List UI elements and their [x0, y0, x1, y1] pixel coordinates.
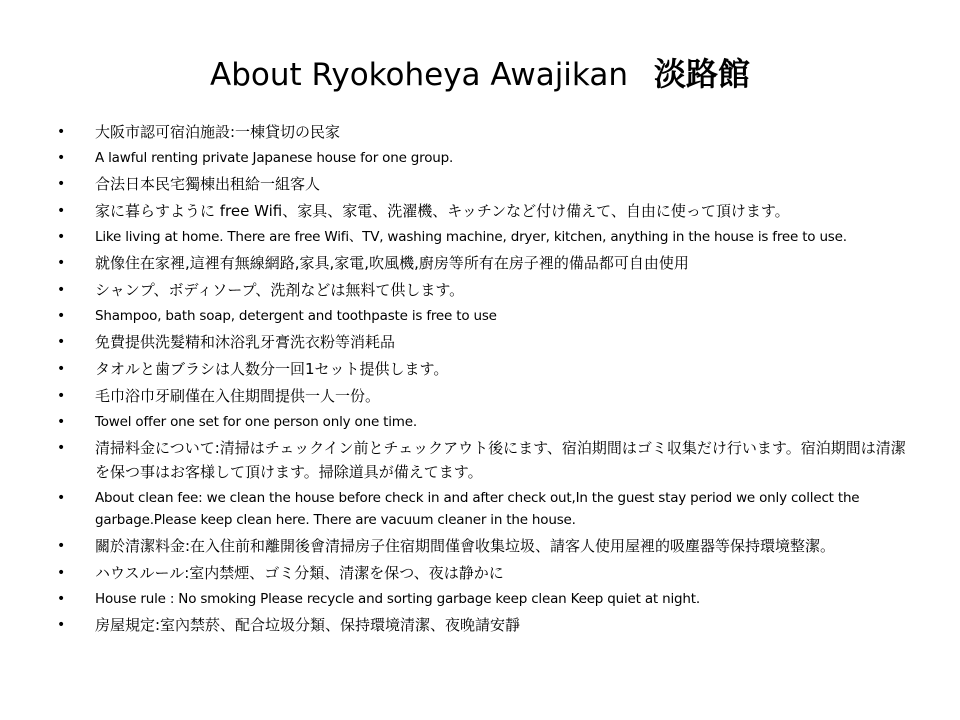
bullet-item: [0, 330, 960, 354]
bullet-item: [0, 613, 960, 637]
title-text: About Ryokoheya Awajikan: [210, 57, 628, 93]
bullet-item: [0, 147, 960, 169]
bullet-dot-icon: •: [57, 617, 66, 633]
bullet-text: 就像住在家裡,這裡有無線網路,家具,家電,吹風機,廚房等所有在房子裡的備品都可自由使用: [95, 254, 689, 272]
bullet-text: タオルと歯ブラシは人数分一回1セット提供します。: [95, 360, 449, 378]
bullet-item: [0, 172, 960, 196]
bullet-dot-icon: •: [57, 203, 66, 219]
bullet-dot-icon: •: [57, 361, 66, 377]
bullet-item: [0, 436, 960, 484]
bullet-text: Like living at home. There are free Wifi、TV, washing machine, dryer, kitchen, anything in the house is free to use.: [95, 229, 847, 245]
bullet-dot-icon: •: [57, 414, 66, 430]
bullet-item: [0, 487, 960, 531]
bullet-dot-icon: •: [57, 565, 66, 581]
bullet-item: [0, 561, 960, 585]
bullet-text: 毛巾浴巾牙刷僅在入住期間提供一人一份。: [95, 387, 381, 405]
bullet-list: [0, 120, 960, 640]
bullet-item: [0, 199, 960, 223]
bullet-text: Shampoo, bath soap, detergent and toothpaste is free to use: [95, 308, 497, 324]
bullet-dot-icon: •: [57, 591, 66, 607]
bullet-text: 房屋規定:室內禁菸、配合垃圾分類、保持環境清潔、夜晚請安靜: [95, 616, 521, 634]
bullet-item: [0, 305, 960, 327]
bullet-dot-icon: •: [57, 124, 66, 140]
bullet-dot-icon: •: [57, 176, 66, 192]
bullet-text: Towel offer one set for one person only one time.: [95, 414, 417, 430]
bullet-item: [0, 226, 960, 248]
bullet-text: 免費提供洗髮精和沐浴乳牙膏洗衣粉等消耗品: [95, 333, 396, 351]
bullet-item: [0, 588, 960, 610]
bullet-item: [0, 534, 960, 558]
bullet-dot-icon: •: [57, 255, 66, 271]
bullet-text: 關於清潔料金:在入住前和離開後會清掃房子住宿期間僅會收集垃圾、請客人使用屋裡的吸塵器等保持環境整潔。: [95, 537, 836, 555]
bullet-text: About clean fee: we clean the house before check in and after check out,In the guest stay period we only collect the garbage.Please keep clean here. There are vacuum cleaner in the house.: [95, 490, 860, 528]
bullet-dot-icon: •: [57, 538, 66, 554]
slide-title: [0, 54, 960, 95]
bullet-item: [0, 278, 960, 302]
title-kanji: 淡路館: [653, 55, 750, 93]
bullet-text: A lawful renting private Japanese house for one group.: [95, 150, 454, 166]
bullet-dot-icon: •: [57, 440, 66, 456]
bullet-item: [0, 411, 960, 433]
bullet-text: 家に暮らすように free Wifi、家具、家電、洗濯機、キッチンなど付け備えて、自由に使って頂けます。: [95, 202, 790, 220]
bullet-item: [0, 120, 960, 144]
bullet-item: [0, 357, 960, 381]
bullet-dot-icon: •: [57, 150, 66, 166]
bullet-text: シャンプ、ボディソープ、洗剤などは無料て供します。: [95, 281, 465, 299]
bullet-text: 清掃料金について:清掃はチェックイン前とチェックアウト後にます、宿泊期間はゴミ収集だけ行います。宿泊期間は清潔を保つ事はお客様して頂けます。掃除道具が備えてます。: [95, 439, 906, 481]
bullet-text: 合法日本民宅獨棟出租給一組客人: [95, 175, 321, 193]
bullet-item: [0, 384, 960, 408]
bullet-dot-icon: •: [57, 308, 66, 324]
bullet-dot-icon: •: [57, 388, 66, 404]
bullet-dot-icon: •: [57, 282, 66, 298]
bullet-dot-icon: •: [57, 490, 66, 506]
bullet-dot-icon: •: [57, 229, 66, 245]
bullet-text: House rule : No smoking Please recycle and sorting garbage keep clean Keep quiet at night.: [95, 591, 700, 607]
bullet-text: ハウスルール:室内禁煙、ゴミ分類、清潔を保つ、夜は静かに: [95, 564, 504, 582]
bullet-dot-icon: •: [57, 334, 66, 350]
bullet-item: [0, 251, 960, 275]
bullet-text: 大阪市認可宿泊施設:一棟貸切の民家: [95, 123, 341, 141]
